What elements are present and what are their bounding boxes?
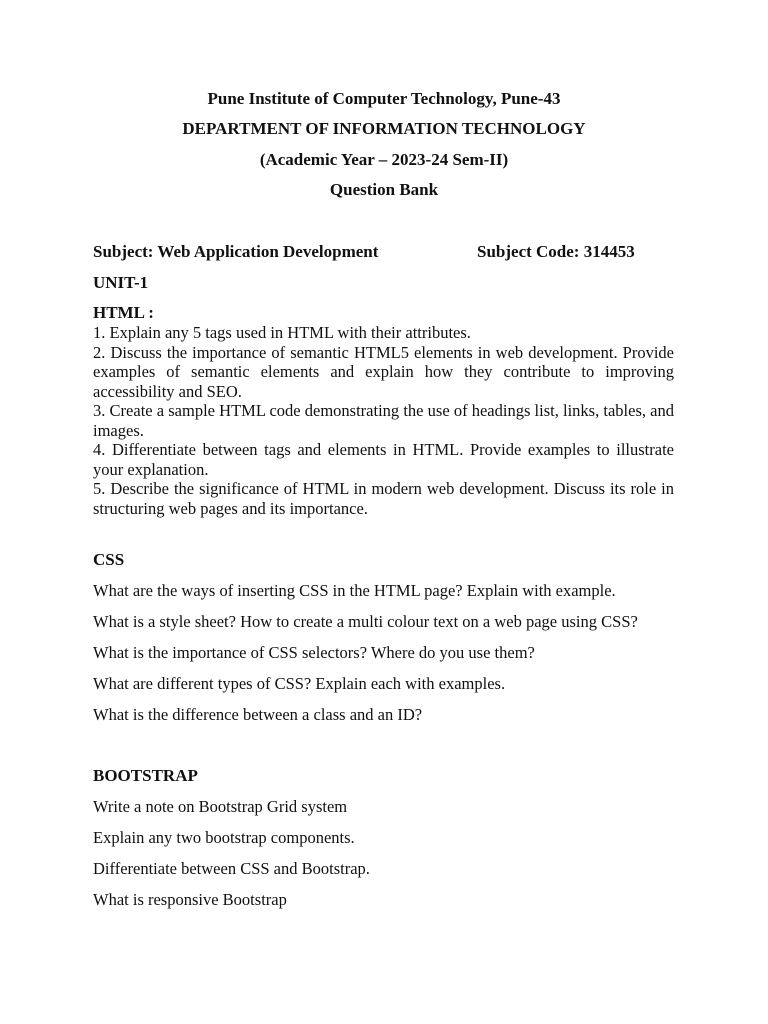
- academic-year: (Academic Year – 2023-24 Sem-II): [259, 150, 509, 169]
- bootstrap-section-title: BOOTSTRAP: [93, 766, 198, 785]
- unit-heading: UNIT-1: [93, 273, 149, 292]
- css-question: What is a style sheet? How to create a multi colour text on a web page using CSS?: [93, 612, 638, 631]
- html-question: 1. Explain any 5 tags used in HTML with their attributes.: [93, 323, 471, 342]
- css-question: What are different types of CSS? Explain each with examples.: [93, 674, 506, 693]
- css-section-title: CSS: [93, 550, 125, 569]
- subject-code: Subject Code: 314453: [477, 242, 635, 261]
- html-question-list: [93, 323, 674, 518]
- css-question: What are the ways of inserting CSS in the HTML page? Explain with example.: [93, 581, 616, 600]
- department-name: DEPARTMENT OF INFORMATION TECHNOLOGY: [182, 119, 586, 138]
- html-question: 4. Differentiate between tags and elements in HTML. Provide examples to illustrate your explanation.: [93, 440, 674, 479]
- bootstrap-question: What is responsive Bootstrap: [93, 890, 287, 909]
- html-question: 3. Create a sample HTML code demonstrating the use of headings list, links, tables, and images.: [93, 401, 674, 440]
- institute-name: Pune Institute of Computer Technology, Pune-43: [207, 89, 561, 108]
- subject-name: Subject: Web Application Development: [93, 242, 379, 261]
- css-question: What is the importance of CSS selectors? Where do you use them?: [93, 643, 535, 662]
- html-question: 5. Describe the significance of HTML in modern web development. Discuss its role in structuring web pages and its importance.: [93, 479, 674, 518]
- bootstrap-question: Explain any two bootstrap components.: [93, 828, 355, 847]
- bootstrap-question: Write a note on Bootstrap Grid system: [93, 797, 348, 816]
- html-question: 2. Discuss the importance of semantic HTML5 elements in web development. Provide examples of semantic elements and explain how they contribute to improving accessibility and SEO.: [93, 342, 674, 401]
- bootstrap-question: Differentiate between CSS and Bootstrap.: [93, 859, 370, 878]
- css-question: What is the difference between a class and an ID?: [93, 705, 423, 724]
- document-title: Question Bank: [329, 180, 439, 199]
- subject-row: [93, 242, 683, 262]
- html-section-title: HTML :: [93, 303, 154, 322]
